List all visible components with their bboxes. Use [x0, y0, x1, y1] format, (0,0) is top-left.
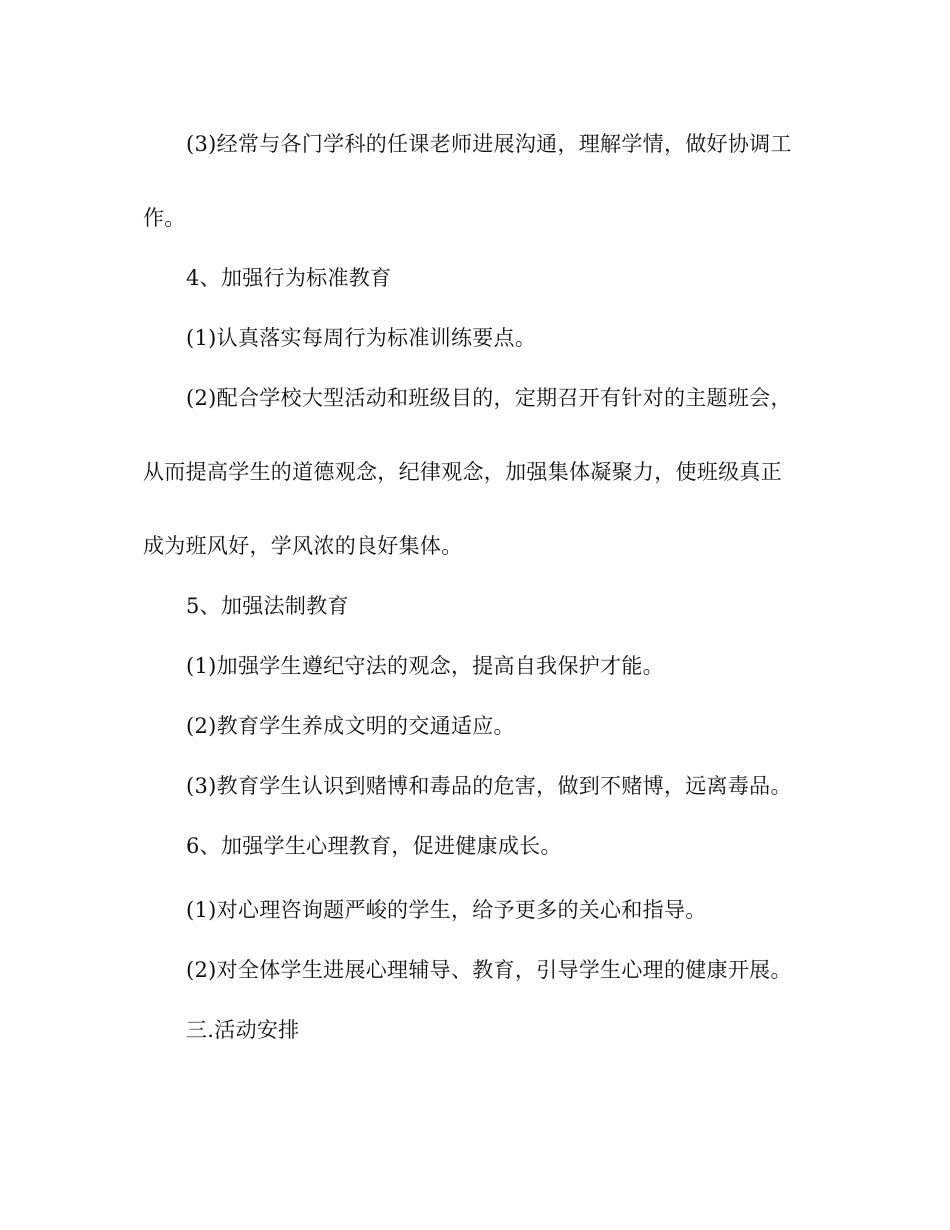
list-item-behavior-2-cont2: 成为班风好，学风浓的良好集体。: [143, 534, 463, 558]
section-heading-activities: 三.活动安排: [186, 1018, 300, 1042]
section-heading-behavior: 4、加强行为标准教育: [186, 266, 392, 290]
paragraph-line-coordination: (3)经常与各门学科的任课老师进展沟通，理解学情，做好协调工: [186, 132, 792, 156]
list-item-psychology-2: (2)对全体学生进展心理辅导、教育，引导学生心理的健康开展。: [186, 958, 792, 982]
list-item-psychology-1: (1)对心理咨询题严峻的学生，给予更多的关心和指导。: [186, 898, 707, 922]
paragraph-line-coordination-cont: 作。: [143, 206, 186, 230]
list-item-behavior-2: (2)配合学校大型活动和班级目的，定期召开有针对的主题班会，: [186, 386, 792, 410]
list-item-legal-2: (2)教育学生养成文明的交通适应。: [186, 714, 515, 738]
section-heading-psychology: 6、加强学生心理教育，促进健康成长。: [186, 834, 562, 858]
list-item-legal-1: (1)加强学生遵纪守法的观念，提高自我保护才能。: [186, 654, 664, 678]
section-heading-legal: 5、加强法制教育: [186, 594, 349, 618]
list-item-behavior-2-cont1: 从而提高学生的道德观念，纪律观念，加强集体凝聚力，使班级真正: [143, 460, 782, 484]
list-item-behavior-1: (1)认真落实每周行为标准训练要点。: [186, 326, 537, 350]
list-item-legal-3: (3)教育学生认识到赌博和毒品的危害，做到不赌博，远离毒品。: [186, 774, 792, 798]
